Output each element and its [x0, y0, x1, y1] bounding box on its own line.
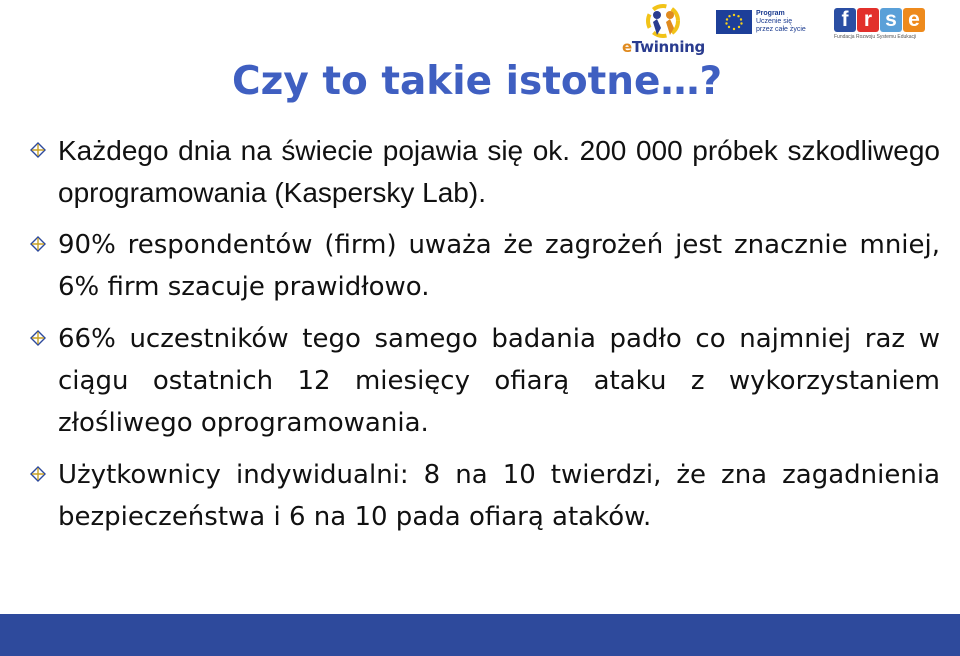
slide-title: Czy to takie istotne…?	[232, 59, 723, 104]
footer-bar	[0, 614, 960, 656]
bullet-item	[30, 454, 940, 538]
bullet-text: 66% uczestników tego samego badania padło co najmniej raz w ciągu ostatnich 12 miesięcy ofiarą ataku z wykorzystaniem złośliwego oprogramowania.	[58, 324, 940, 438]
etwinning-logo	[622, 2, 704, 56]
frse-letter-f: f	[834, 8, 856, 32]
bullet-text: 90% respondentów (firm) uważa że zagrożeń jest znacznie mniej, 6% firm szacuje prawidłowo.	[58, 230, 940, 302]
frse-tagline: Fundacja Rozwoju Systemu Edukacji	[834, 34, 917, 40]
cross-diamond-bullet-icon	[30, 330, 46, 346]
eu-program-text	[756, 10, 806, 34]
bullet-text: Każdego dnia na świecie pojawia się ok. 200 000 próbek szkodliwego oprogramowania (Kaspersky Lab).	[58, 135, 940, 208]
bullet-item	[30, 130, 940, 214]
eu-program-line2: Uczenie się	[756, 18, 793, 25]
cross-diamond-bullet-icon	[30, 466, 46, 482]
bullet-text: Użytkownicy indywidualni: 8 na 10 twierdzi, że zna zagadnienia bezpieczeństwa i 6 na 10 pada ofiarą ataków.	[58, 460, 940, 532]
frse-letter-s: s	[880, 8, 902, 32]
etwinning-rest: Twinning	[631, 38, 705, 56]
frse-letters	[834, 8, 926, 32]
cross-diamond-bullet-icon	[30, 236, 46, 252]
frse-logo	[834, 8, 926, 44]
frse-letter-e: e	[903, 8, 925, 32]
frse-letter-r: r	[857, 8, 879, 32]
bullet-list	[30, 130, 940, 548]
cross-diamond-bullet-icon	[30, 142, 46, 158]
bullet-item	[30, 318, 940, 444]
eu-flag-icon	[716, 10, 752, 34]
etwinning-e: e	[622, 38, 632, 56]
bullet-item	[30, 224, 940, 308]
etwinning-logo-icon	[622, 2, 704, 40]
eu-program-line1: Program	[756, 10, 785, 17]
eu-program-logo	[716, 10, 816, 36]
eu-program-line3: przez całe życie	[756, 26, 806, 33]
